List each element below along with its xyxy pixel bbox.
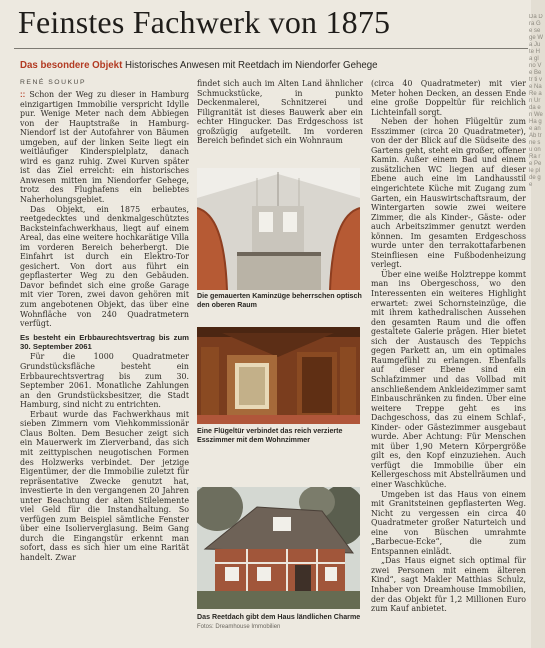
paragraph: (circa 40 Quadratmeter) mit vier Meter hohen Decken, an dessen Ende eine große Doppeltür für reichlich Lichteinfall sorgt. [371,79,526,117]
paragraph: Über eine weiße Holztreppe kommt man ins Obergeschoss, wo den Interessenten ein weiteres Highlight erwartet: zwei Schornsteinzüge, die mit ihrem kathedralischen Aussehen den gesamten Raum und die offen gestaltete Galerie prägen. Hier bietet sich der Austausch des Teppichs gegen Parkett an, um ein optimales Raumgefühl zu erlangen. Ebenfalls auf dieser Ebene sind ein Schlafzimmer und das Vollbad mit anschließendem Ankleidezimmer samt Einbauschränken zu finden. Über eine weitere Treppe geht es ins Dachgeschoss, das zu einem Schlaf-, Kinder- oder Gästezimmer ausgebaut wurde. Aber Achtung: Für Menschen mit über 1,90 Metern Körpergröße gilt es, den Kopf einzuziehen. Auch verfügt die Immobilie über ein Kellergeschoss mit Abstellräumen und einer Waschküche. [371,269,526,489]
photo-thatched-house [197,487,360,609]
text-column-3 [371,79,526,641]
kicker: Das besondere Objekt [20,60,123,71]
photo-caption: Eine Flügeltür verbindet das reich verzierte Esszimmer mit dem Wohnzimmer [197,427,343,444]
photo-caption: Die gemauerten Kaminzüge beherrschen optisch den oberen Raum [197,292,362,309]
subheadline [20,60,378,71]
paragraph-text: Schon der Weg zu dieser in Hamburg einzigartigen Immobilie verspricht Idylle pur. Wenige Meter nach dem Abbiegen von der Hauptstraße in Hamburg-Niendorf ist der Autofahrer von Bäumen umgeben, auf der linken Seite liegt ein weitläufiger Kinderspielplatz, danach wird es ganz ruhig. Zwei Kurven später ist das Ziel erreicht: ein historisches Anwesen mitten im Niendorfer Gehege, trotz des Flughafens ein beliebtes Naherholungsgebiet. [20,90,189,205]
paragraph: „Das Haus eignet sich optimal für zwei Personen mit einem älteren Kind“, sagt Makler Matthias Schulz, Inhaber von Dreamhouse Immobilien, der das Objekt für 1,2 Millionen Euro zum Kauf anbietet. [371,556,526,614]
paragraph: Erbaut wurde das Fachwerkhaus mit sieben Zimmern vom Viehkommissionär Claus Bolten. Dem Besucher zeigt sich ein Mauerwerk im Zierverband, das sich mit zeittypischen neugotischen Formen des Holzwerks verbindet. Der jetzige Eigentümer, der die Immobilie zuletzt für repräsentative Zwecke genutzt hat, investierte in den vergangenen 20 Jahren unter Beachtung der alten Stilelemente viel Geld für die Instandhaltung. So verfügen zum Beispiel sämtliche Fenster über eine Isolierverglasung. Beim Gang durch die Eingangstür erkennt man sofort, dass es sich hier um eine Rarität handelt. Zwar [20,409,189,562]
intertitle: Es besteht ein Erbbaurechtsvertrag bis zum 30. September 2061 [20,332,189,352]
photo-credit: Fotos: Dreamhouse Immobilien [197,623,281,630]
text-column-2 [197,79,363,165]
adjacent-article-text: Da Dra Ge se ge Wa Ju te Ha gl no Ve Be tr ti ve Na Re an Ur da en We Ha ge an Ab tr ne su on Ra re Pe le pl de ge [529,14,543,188]
photo-chimney-room-image [197,168,360,290]
photo-dining-room [197,327,360,424]
author-byline: RENÉ SOUKUP [20,79,86,86]
photo-dining-room-image [197,327,360,424]
subheadline-text: Historisches Anwesen mit Reetdach im Niendorfer Gehege [125,60,378,71]
paragraph: Neben der hohen Flügeltür zum Esszimmer (circa 20 Quadratmeter), von der der Blick auf die Südseite des Gartens geht, steht ein großer, offener Kamin. Außer einem Bad und einem zusätzlichen WC liegen auf dieser Ebene auch eine im Landhausstil eingerichtete Küche mit Zugang zum Garten, ein Hauswirtschaftsraum, der Wintergarten sowie zwei weitere Zimmer, die als Kinder-, Gäste- oder auch Arbeitszimmer genutzt werden können. Im gesamten Erdgeschoss wurde unter den terrakottafarbenen Steinfliesen eine Fußbodenheizung verlegt. [371,117,526,270]
photo-thatched-house-image [197,487,360,609]
photo-caption [197,613,363,639]
paragraph: Umgeben ist das Haus von einem mit Granitsteinen gepflasterten Weg. Nicht zu vergessen ein circa 40 Quadratmeter großer Naturteich und eine von Büschen umrahmte „Barbecue-Ecke“, die zum Entspannen einlädt. [371,489,526,556]
paragraph-marker: :: [20,90,26,99]
paragraph [20,90,189,205]
photo-chimney-room [197,168,360,290]
photo-caption-text: Das Reetdach gibt dem Haus ländlichen Charme [197,613,361,621]
text-column-1 [20,90,189,642]
headline: Feinstes Fachwerk von 1875 [18,4,391,40]
paragraph: Für die 1000 Quadratmeter Grundstücksfläche besteht ein Erbbaurechtsvertrag bis zum 30. September 2061. Monatliche Zahlungen an den Grundstücksbesitzer, die Stadt Hamburg, sind nicht zu entrichten. [20,352,189,410]
headline-rule [14,48,528,49]
paragraph: Das Objekt, ein 1875 erbautes, reetgedecktes und denkmalgeschütztes Backsteinfachwerkhaus, liegt auf einem Areal, das eine weitere hochkarätige Villa im vorderen Bereich beherbergt. Die Einfahrt ist durch ein Elektro-Tor gesichert. Von dort aus führt ein gepflasterter Weg zu den Gebäuden. Davor befindet sich eine große Garage mit vier Toren, zwei davon gehören mit zum angebotenen Objekt, das über eine Wohnfläche von 240 Quadratmetern verfügt. [20,204,189,329]
paragraph: findet sich auch im Alten Land ähnlicher Schmuckstücke, in punkto Deckenmalerei, Schnitzerei und Filigranität ist dieses Bauwerk aber ein echter Hingucker. Das Erdgeschoss ist großzügig aufgeteilt. Im vorderen Bereich befindet sich ein Wohnraum [197,79,363,146]
